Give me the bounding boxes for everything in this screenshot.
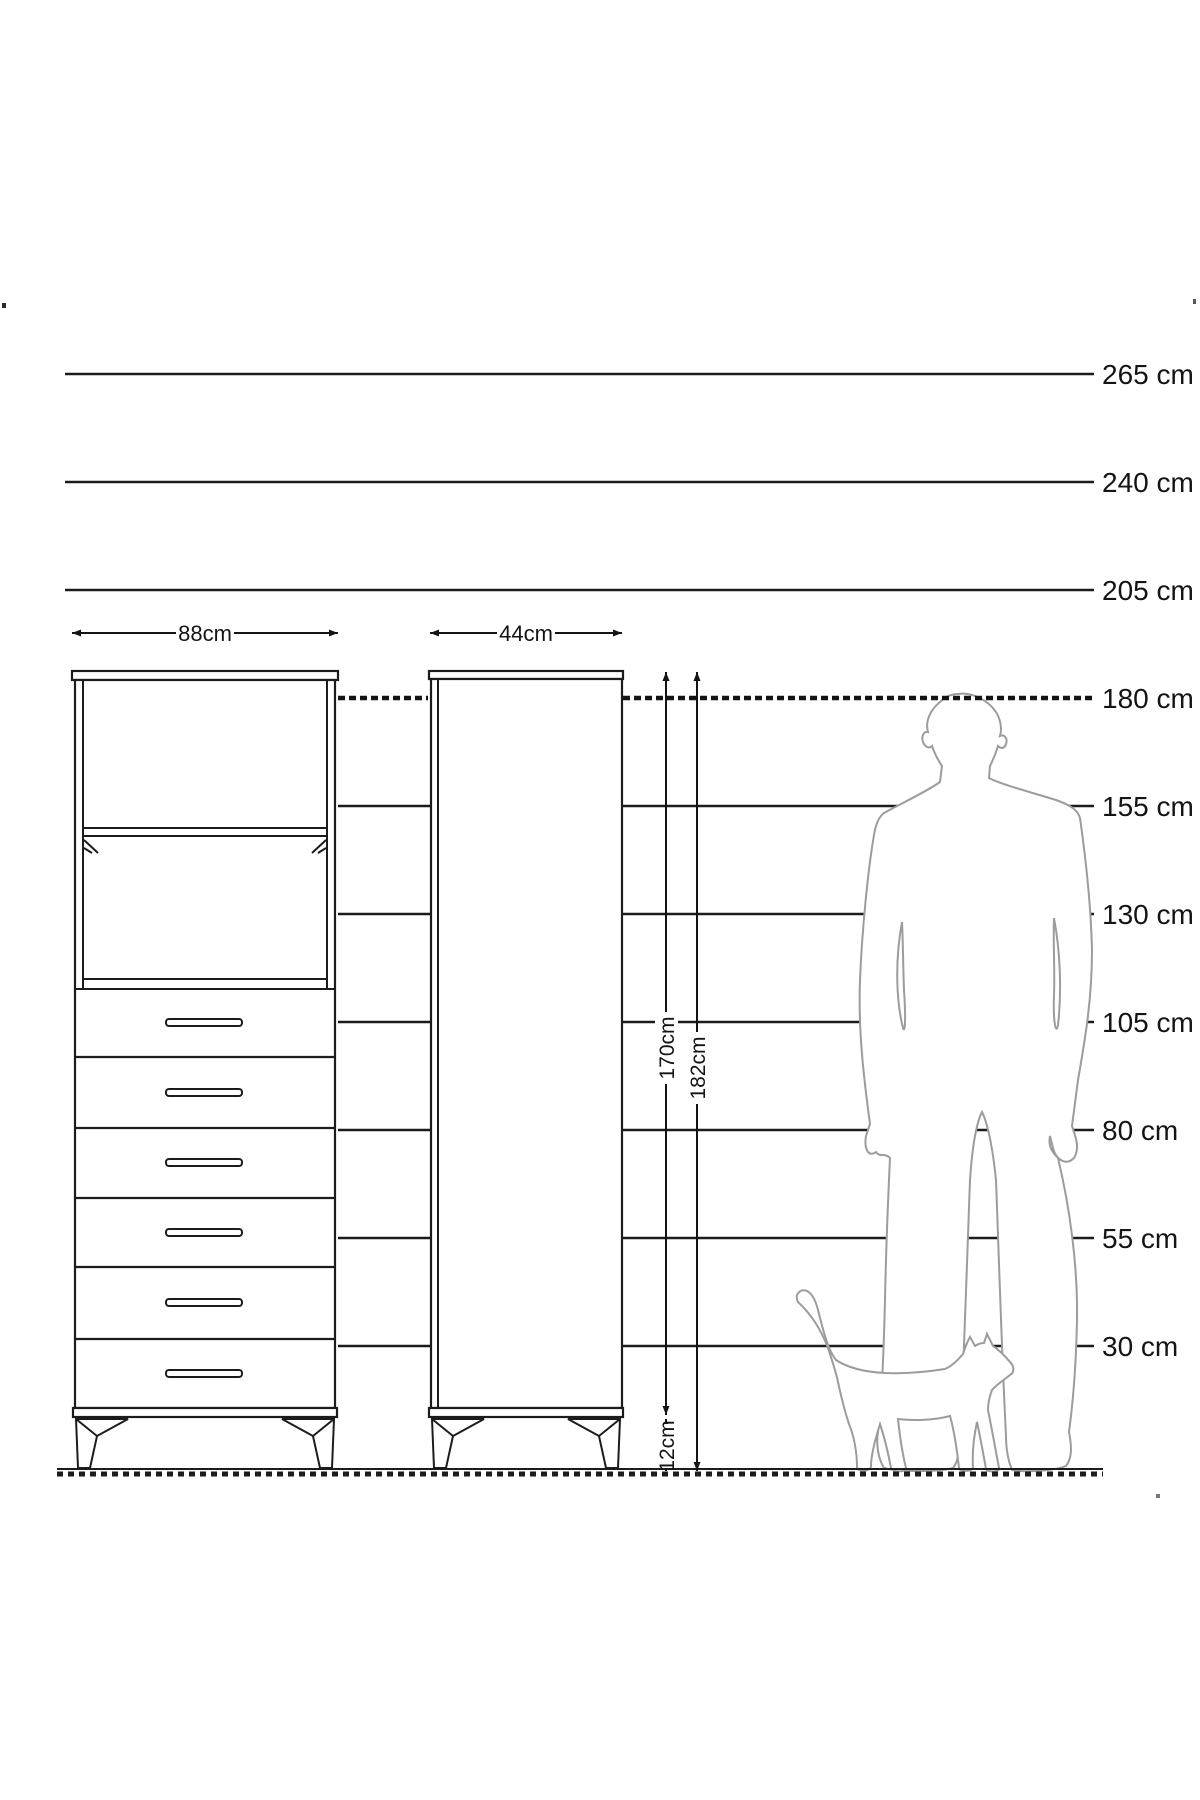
scale-label-240: 240 cm [1102,467,1194,498]
drawer-handle [166,1299,242,1306]
side-width-label: 44cm [499,621,553,646]
arrow-right-icon [613,630,622,637]
scale-label-205: 205 cm [1102,575,1194,606]
body-height-label: 170cm [656,1016,679,1080]
speck [2,303,6,308]
ground-line [57,1469,1103,1474]
height-dimension-legs [655,1419,679,1472]
scale-label-30: 30 cm [1102,1331,1179,1362]
drawer-handle [166,1370,242,1377]
scale-label-155: 155 cm [1102,791,1194,822]
total-height-label: 182cm [687,1036,710,1100]
scale-label-265: 265 cm [1102,359,1194,390]
scale-label-130: 130 cm [1102,899,1194,930]
leg-height-label: 12cm [656,1420,679,1472]
cabinet-side-bottom-board [429,1408,623,1417]
width-dimension-side [430,618,622,646]
height-dimension-total [686,672,710,1471]
cabinet-front-bottom-board [73,1408,337,1417]
arrow-up-icon [663,672,670,681]
arrow-right-icon [329,630,338,637]
height-dimension-body [655,672,679,1415]
drawer-handle [166,1089,242,1096]
drawer-handle [166,1159,242,1166]
scale-label-80: 80 cm [1102,1115,1179,1146]
cabinet-front-view [72,671,338,1468]
scale-label-55: 55 cm [1102,1223,1179,1254]
height-scale-labels [1102,359,1194,1362]
cabinet-side-top-board [429,671,623,679]
arrow-left-icon [430,630,439,637]
arrow-left-icon [72,630,81,637]
scale-label-180: 180 cm [1102,683,1194,714]
speck [1156,1494,1160,1498]
width-dimension-front [72,618,338,646]
speck [1193,299,1196,304]
arrow-down-icon [663,1406,670,1415]
cabinet-side-view [429,671,623,1468]
drawer-handle [166,1019,242,1026]
drawer-handle [166,1229,242,1236]
scale-label-105: 105 cm [1102,1007,1194,1038]
front-width-label: 88cm [178,621,232,646]
cabinet-side-body [431,679,622,1408]
cabinet-front-top-board [72,671,338,680]
arrow-up-icon [694,672,701,681]
